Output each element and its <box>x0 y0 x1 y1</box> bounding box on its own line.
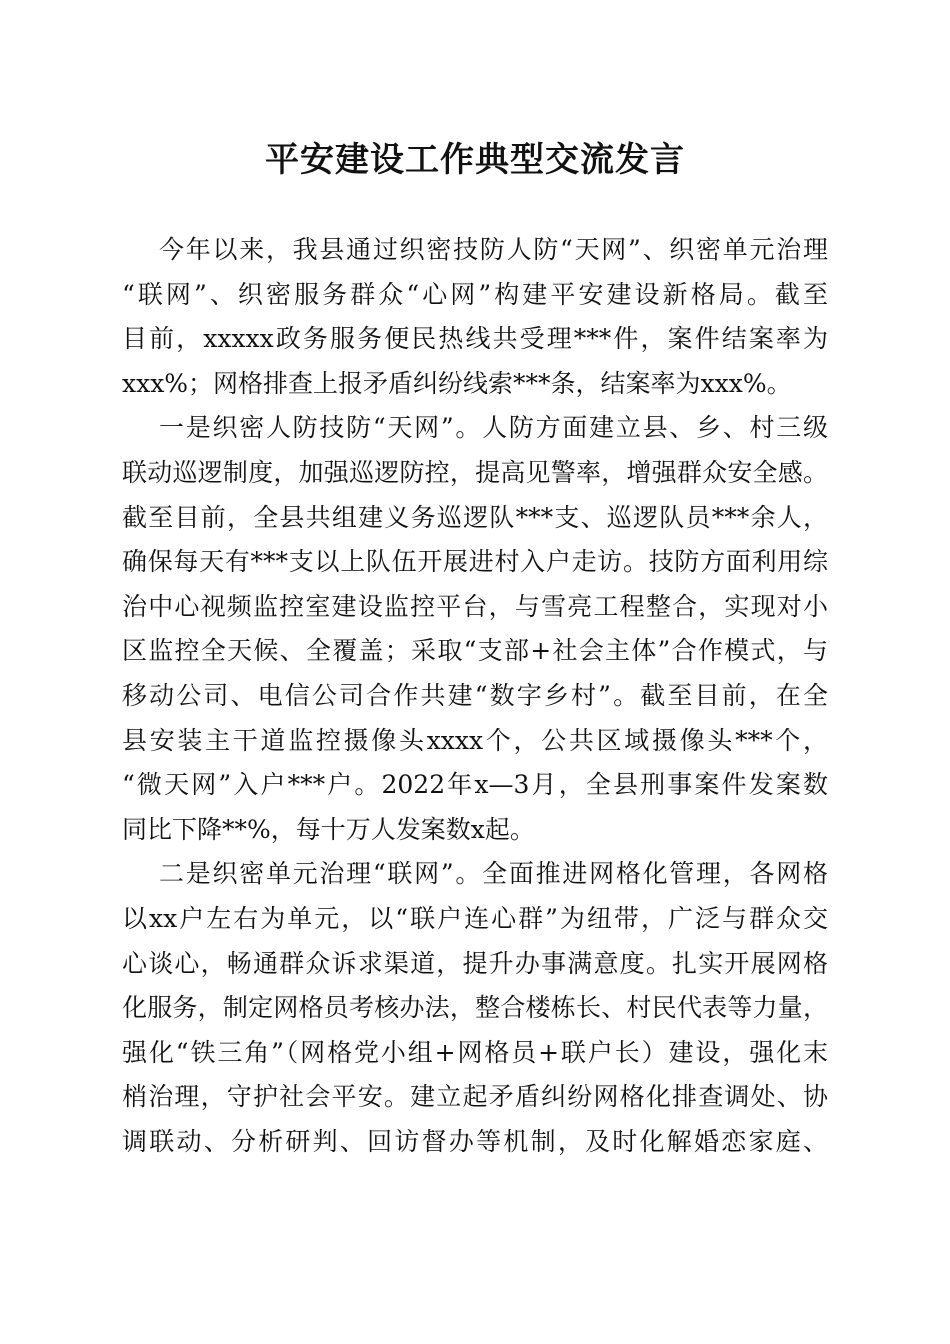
text-line: 强化“铁三角”（网格党小组+网格员+联户长）建设，强化末 <box>122 1038 828 1067</box>
text-line: 区监控全天候、全覆盖；采取“支部+社会主体”合作模式，与 <box>122 636 828 665</box>
text-line: 联动巡逻制度，加强巡逻防控，提高见警率，增强群众安全感。 <box>122 458 828 487</box>
text-line: “联网”、织密服务群众“心网”构建平安建设新格局。截至 <box>122 280 828 309</box>
text-line: 同比下降**%，每十万人发案数x起。 <box>122 815 535 844</box>
text-line: 县安装主干道监控摄像头xxxx个，公共区域摄像头***个， <box>122 726 828 755</box>
text-line: 截至目前，全县共组建义务巡逻队***支、巡逻队员***余人， <box>122 503 828 532</box>
text-line: 移动公司、电信公司合作共建“数字乡村”。截至目前，在全 <box>122 681 828 710</box>
text-line: 目前，xxxxx政务服务便民热线共受理***件，案件结案率为 <box>122 324 828 353</box>
text-line: 一是织密人防技防“天网”。人防方面建立县、乡、村三级 <box>159 413 828 442</box>
text-line: 确保每天有***支以上队伍开展进村入户走访。技防方面利用综 <box>122 547 828 576</box>
text-line: 调联动、分析研判、回访督办等机制，及时化解婚恋家庭、 <box>122 1127 828 1156</box>
text-line: 以xx户左右为单元，以“联户连心群”为纽带，广泛与群众交 <box>122 904 828 933</box>
text-line: 梢治理，守护社会平安。建立起矛盾纠纷网格化排查调处、协 <box>122 1082 828 1111</box>
text-line: 化服务，制定网格员考核办法，整合楼栋长、村民代表等力量， <box>122 993 828 1022</box>
text-line: 心谈心，畅通群众诉求渠道，提升办事满意度。扎实开展网格 <box>122 949 828 978</box>
text-line: xxx%；网格排查上报矛盾纠纷线索***条，结案率为xxx%。 <box>122 369 792 398</box>
text-line: 治中心视频监控室建设监控平台，与雪亮工程整合，实现对小 <box>122 592 828 621</box>
text-line: 今年以来，我县通过织密技防人防“天网”、织密单元治理 <box>159 235 828 264</box>
document-title: 平安建设工作典型交流发言 <box>265 140 685 180</box>
text-line: “微天网”入户***户。2022年x—3月，全县刑事案件发案数 <box>122 770 828 799</box>
text-line: 二是织密单元治理“联网”。全面推进网格化管理，各网格 <box>159 859 828 888</box>
